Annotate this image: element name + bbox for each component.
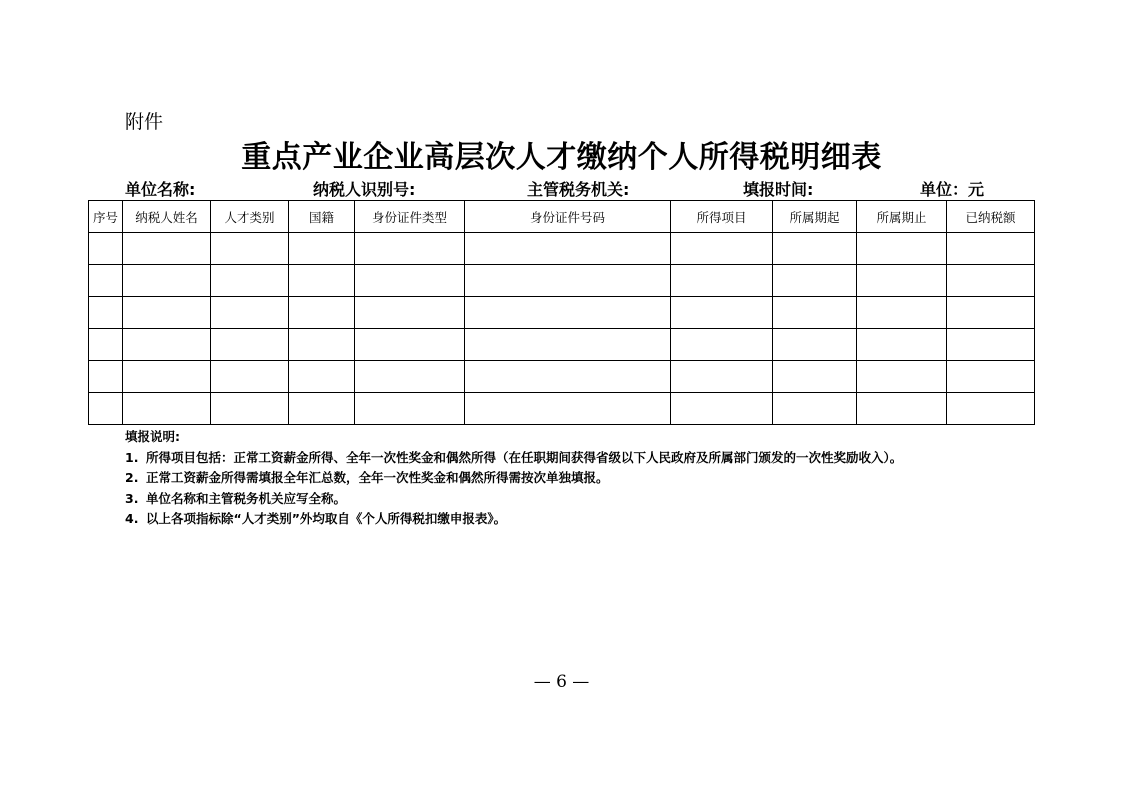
table-cell[interactable] bbox=[773, 361, 857, 393]
table-cell[interactable] bbox=[289, 297, 355, 329]
table-cell[interactable] bbox=[211, 361, 289, 393]
column-header-talent-category: 人才类别 bbox=[211, 201, 289, 233]
column-header-nationality: 国籍 bbox=[289, 201, 355, 233]
table-cell[interactable] bbox=[671, 393, 773, 425]
column-header-id-number: 身份证件号码 bbox=[465, 201, 671, 233]
table-cell[interactable] bbox=[123, 329, 211, 361]
instruction-number: 4. bbox=[125, 511, 139, 526]
tax-detail-table bbox=[88, 200, 1035, 425]
table-cell[interactable] bbox=[857, 329, 947, 361]
column-header-id-type: 身份证件类型 bbox=[355, 201, 465, 233]
table-cell[interactable] bbox=[857, 297, 947, 329]
table-cell[interactable] bbox=[355, 297, 465, 329]
table-cell[interactable] bbox=[123, 361, 211, 393]
table-cell[interactable] bbox=[211, 329, 289, 361]
table-cell[interactable] bbox=[465, 329, 671, 361]
table-cell[interactable] bbox=[289, 265, 355, 297]
instruction-item bbox=[125, 509, 902, 530]
table-cell[interactable] bbox=[671, 297, 773, 329]
table-cell[interactable] bbox=[947, 265, 1035, 297]
instruction-item bbox=[125, 489, 902, 510]
table-cell[interactable] bbox=[773, 329, 857, 361]
tax-authority-label: 主管税务机关: bbox=[527, 180, 630, 199]
table-cell[interactable] bbox=[773, 233, 857, 265]
table-cell[interactable] bbox=[947, 361, 1035, 393]
taxpayer-id-label: 纳税人识别号: bbox=[313, 180, 416, 199]
table-cell[interactable] bbox=[89, 361, 123, 393]
table-row bbox=[89, 393, 1035, 425]
column-header-tax-paid: 已纳税额 bbox=[947, 201, 1035, 233]
table-cell[interactable] bbox=[211, 297, 289, 329]
table-row bbox=[89, 265, 1035, 297]
table-cell[interactable] bbox=[123, 297, 211, 329]
table-cell[interactable] bbox=[671, 233, 773, 265]
instruction-item bbox=[125, 448, 902, 469]
table-row bbox=[89, 297, 1035, 329]
table-cell[interactable] bbox=[123, 233, 211, 265]
table-cell[interactable] bbox=[123, 265, 211, 297]
table-cell[interactable] bbox=[289, 233, 355, 265]
table-cell[interactable] bbox=[947, 329, 1035, 361]
table-cell[interactable] bbox=[465, 393, 671, 425]
table-cell[interactable] bbox=[773, 393, 857, 425]
attachment-label: 附件 bbox=[125, 111, 164, 133]
table-cell[interactable] bbox=[89, 393, 123, 425]
table-cell[interactable] bbox=[211, 265, 289, 297]
page-number: — 6 — bbox=[533, 672, 590, 692]
table-cell[interactable] bbox=[773, 297, 857, 329]
table-cell[interactable] bbox=[857, 233, 947, 265]
table-row bbox=[89, 361, 1035, 393]
table-row bbox=[89, 233, 1035, 265]
instruction-text: 所得项目包括：正常工资薪金所得、全年一次性奖金和偶然所得（在任职期间获得省级以下人民政府及所属部门颁发的一次性奖励收入）。 bbox=[146, 449, 903, 465]
table-cell[interactable] bbox=[465, 233, 671, 265]
table-cell[interactable] bbox=[773, 265, 857, 297]
table-cell[interactable] bbox=[671, 265, 773, 297]
instruction-text: 以上各项指标除“人才类别”外均取自《个人所得税扣缴申报表》。 bbox=[146, 511, 507, 526]
table-cell[interactable] bbox=[355, 233, 465, 265]
table-cell[interactable] bbox=[89, 297, 123, 329]
table-cell[interactable] bbox=[947, 297, 1035, 329]
instruction-number: 2. bbox=[125, 470, 139, 485]
table-cell[interactable] bbox=[671, 329, 773, 361]
table-cell[interactable] bbox=[89, 329, 123, 361]
table-cell[interactable] bbox=[465, 265, 671, 297]
table-cell[interactable] bbox=[289, 393, 355, 425]
instruction-number: 3. bbox=[125, 490, 139, 506]
table-cell[interactable] bbox=[211, 393, 289, 425]
table-cell[interactable] bbox=[355, 393, 465, 425]
table-cell[interactable] bbox=[465, 297, 671, 329]
table-cell[interactable] bbox=[947, 233, 1035, 265]
table-row bbox=[89, 329, 1035, 361]
table-cell[interactable] bbox=[465, 361, 671, 393]
filling-instructions bbox=[125, 427, 902, 530]
table-cell[interactable] bbox=[857, 265, 947, 297]
column-header-period-end: 所属期止 bbox=[857, 201, 947, 233]
table-cell[interactable] bbox=[857, 393, 947, 425]
instruction-item bbox=[125, 468, 902, 489]
instructions-heading: 填报说明: bbox=[125, 429, 180, 444]
document-title: 重点产业企业高层次人才缴纳个人所得税明细表 bbox=[241, 140, 882, 175]
fill-time-label: 填报时间: bbox=[743, 180, 814, 199]
unit-name-label: 单位名称: bbox=[125, 180, 196, 199]
instruction-text: 正常工资薪金所得需填报全年汇总数，全年一次性奖金和偶然所得需按次单独填报。 bbox=[146, 470, 609, 485]
table-cell[interactable] bbox=[289, 329, 355, 361]
table-cell[interactable] bbox=[355, 361, 465, 393]
column-header-serial: 序号 bbox=[89, 201, 123, 233]
currency-unit-label: 单位：元 bbox=[920, 180, 985, 199]
table-cell[interactable] bbox=[947, 393, 1035, 425]
table-cell[interactable] bbox=[671, 361, 773, 393]
table-cell[interactable] bbox=[123, 393, 211, 425]
table-cell[interactable] bbox=[89, 233, 123, 265]
column-header-taxpayer-name: 纳税人姓名 bbox=[123, 201, 211, 233]
instruction-text: 单位名称和主管税务机关应写全称。 bbox=[146, 490, 347, 506]
table-cell[interactable] bbox=[857, 361, 947, 393]
column-header-period-start: 所属期起 bbox=[773, 201, 857, 233]
table-cell[interactable] bbox=[89, 265, 123, 297]
instruction-number: 1. bbox=[125, 449, 139, 465]
table-header-row bbox=[89, 201, 1035, 233]
table-cell[interactable] bbox=[211, 233, 289, 265]
table-cell[interactable] bbox=[289, 361, 355, 393]
table-cell[interactable] bbox=[355, 265, 465, 297]
column-header-income-item: 所得项目 bbox=[671, 201, 773, 233]
table-cell[interactable] bbox=[355, 329, 465, 361]
